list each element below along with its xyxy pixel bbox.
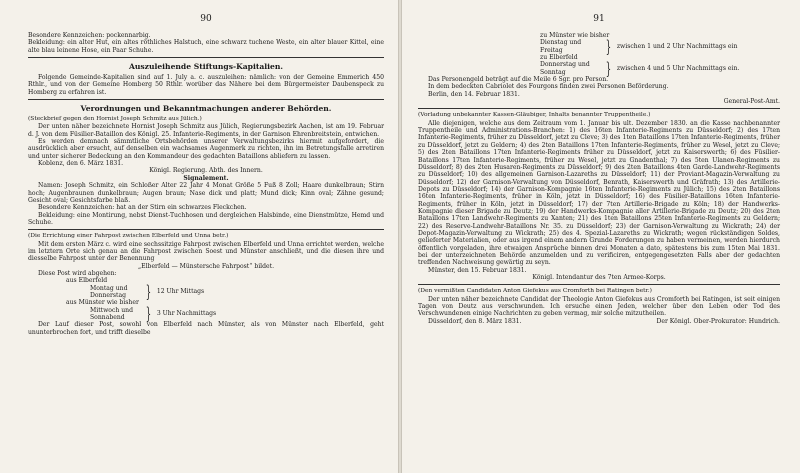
schedule-day: Montag und: [90, 284, 128, 292]
paragraph: Der unten näher bezeichnete Hornist Joseph Schmitz aus Jülich, Regierungsbezirk Aachen, ist am 19. Februar d. J. von dem Füsilier-Bataillon des Königl. 25. Infanterie-Regiments, in der Garnison Ehrenbreitstein, entwichen.: [28, 123, 384, 138]
divider: [28, 99, 384, 100]
schedule-from: zu Elberfeld: [540, 54, 578, 62]
notice-subtitle: (Die Errichtung einer Fahrpost zwischen Elberfeld und Unna betr.): [28, 233, 229, 240]
brace: }: [145, 304, 152, 324]
intro-line: Besondere Kennzeichen: pockennarbig.: [28, 32, 151, 39]
section-title: Verordnungen und Bekanntmachungen anderer Behörden.: [80, 104, 332, 114]
notice-subtitle: (Vorladung unbekannter Kassen-Gläubiger, Inhalts benannter Truppentheile.): [418, 112, 651, 119]
schedule-time: zwischen 4 und 5 Uhr Nachmittags ein.: [616, 65, 740, 73]
schedule-day: Donnerstag und: [540, 61, 590, 69]
schedule-day: Sonnabend: [90, 314, 125, 321]
page-number: 90: [200, 14, 212, 24]
paragraph: Namen: Joseph Schmitz, ein Schloßer Alter 22 Jahr 4 Monat Größe 5 Fuß 8 Zoll; Haare dunkelbraun; Stirn hoch; Augenbraunen dunkelbraun; Augen braun; Nase dick und platt; Mund dick; Kinn oval; Zähne gesund; Gesicht oval; Gesichtsfarbe blaß.: [28, 182, 384, 204]
paragraph: Der unten näher bezeichnete Candidat der Theologie Anton Giefekus aus Cromforth bei Ratingen, ist seit einigen Tagen von Deutz aus verschwunden. Ich ersuche einen Jeden, welcher über den Leben oder Tod des Verschwundenen einige Nachrichten zu geben vermag, mir solche mitzutheilen.: [418, 295, 780, 318]
quote-line: „Elberfeld — Münstersche Fahrpost“ bildet.: [137, 262, 275, 270]
date-line: Düsseldorf, den 8. März 1831.: [428, 317, 522, 325]
brace: }: [605, 36, 612, 57]
paragraph: Das Personengeld beträgt auf die Meile 6 Sgr. pro Person.: [428, 76, 609, 84]
schedule-time: 12 Uhr Mittags: [156, 288, 205, 296]
paragraph: Der Lauf dieser Post, sowohl von Elberfeld nach Münster, als von Münster nach Elberfeld, geht ununterbrochen fort, und trifft dieselbe: [28, 321, 384, 336]
schedule-block: [28, 304, 384, 324]
schedule-day: Sonntag: [540, 68, 566, 76]
date-line: Münster, den 15. Februar 1831.: [428, 266, 527, 274]
notice-subtitle: (Den vermißten Candidaten Anton Giefekus aus Cromforth bei Ratingen betr.): [418, 288, 652, 295]
divider: [418, 108, 780, 109]
paragraph: Mit dem ersten März c. wird eine sechssitzige Fahrpost zwischen Elberfeld und Unna errichtet werden, welche im letztern Orte sich genau an die Fahrpost zwischen Soest und Münster anschließt, und die diesen ihre und diesselbe Fahrpost unter der Benennung: [28, 240, 384, 263]
paragraph: In dem bedeckten Cabriolet des Fourgons finden zwei Personen Beförderung.: [428, 83, 669, 91]
divider: [418, 284, 780, 285]
schedule-day: Freitag: [540, 46, 563, 54]
authority: General-Post-Amt.: [723, 98, 780, 106]
schedule-day: Mittwoch und: [90, 306, 133, 314]
authority: Königl. Regierung. Abth. des Innern.: [149, 167, 263, 175]
divider: [28, 229, 384, 230]
brace: }: [145, 281, 152, 302]
paragraph: Diese Post wird abgehen:: [38, 269, 117, 277]
paragraph: Besondere Kennzeichen: hat an der Stirn ein schwarzes Fleckchen.: [38, 204, 247, 212]
authority: Der Königl. Ober-Prokurator: Hundrich.: [656, 317, 780, 325]
schedule-time: 3 Uhr Nachmittags: [156, 310, 217, 318]
section-title: Auszuleihende Stiftungs-Kapitalien.: [128, 62, 284, 72]
date-line: Berlin, den 14. Februar 1831.: [428, 90, 520, 98]
schedule-day: Donnerstag: [90, 291, 127, 299]
signature-row: [418, 318, 780, 325]
schedule-from: aus Elberfeld: [66, 277, 108, 285]
divider: [28, 57, 384, 58]
right-page: [402, 0, 800, 473]
date-line: Koblenz, den 6. März 1831.: [38, 160, 124, 168]
left-page: [0, 0, 398, 473]
schedule-from: aus Münster wie bisher: [66, 299, 139, 307]
brace: }: [605, 58, 612, 79]
schedule-day: Dienstag und: [540, 39, 582, 47]
schedule-block: [418, 36, 780, 57]
notice-subtitle: (Steckbrief gegen den Hornist Joseph Schmitz aus Jülich.): [28, 116, 202, 123]
schedule-from: zu Münster wie bisher: [540, 32, 610, 39]
signalement-title: Signalement.: [183, 174, 229, 182]
page-number: 91: [593, 14, 605, 24]
paragraph: Es werden demnach sämmtliche Ortsbehörden unserer Verwaltungsbezirks hiermit aufgefordert, die ausdrücklich aber ersucht, auf denselben ein wachsames Augenmerk zu richten, ihn im Betretungsfalle arretiren und unter sicherer Bedeckung an den Kommandeur des gedachten Bataillons abliefern zu lassen.: [28, 138, 384, 160]
intro-line: Bekleidung: ein alter Hut, ein altes röthliches Halstuch, eine schwarz tuchene Weste, ein alter blauer Kittel, eine alte blau leinene Hose, ein Paar Schuhe.: [28, 39, 384, 54]
paragraph: Alle diejenigen, welche aus dem Zeitraum vom 1. Januar bis ult. Dezember 1830. an die Kasse nachbenannter Truppentheile und Administrations-Branchen: 1) des 16ten Infanterie-Regiments zu Düsseldorf; 2) des 17ten Infanterie-Regiments, früher zu Düsseldorf, jetzt zu Cleve; 3) des 1ten Bataillons 17ten Infanterie-Regiments, früher zu Düsseldorf, jetzt zu Geldern; 4) des 2ten Bataillons 17ten Infanterie-Regiments, früher zu Wesel, jetzt zu Cleve; 5) des 2ten Bataillons 17ten Infanterie-Regiments früher zu Düsseldorf, jetzt zu Kaiserswerth; 6) des Füsilier-Bataillons 17ten Infanterie-Regiments, früher zu Wesel, jetzt zu Gnadenthal; 7) des 5ten Ulanen-Regiments zu Düsseldorf; 8) des 2ten Husaren-Regiments zu Düsseldorf; 9) des 2ten Bataillons 4ten Garde-Landwehr-Regiments zu Düsseldorf; 10) des allgemeinen Garnison-Lazareths zu Düsseldorf; 11) der Proviant-Magazin-Verwaltung zu Düsseldorf; 12) der Garnison-Verwaltung von Düsseldorf, Benrath, Kaiserswerth und Gräfrath; 13) des Artillerie-Depots zu Düsseldorf; 14) der Garnison-Kompagnie 16ten Infanterie-Regiments zu Jülich; 15) des 2ten Bataillons 16ten Infanterie-Regiments, früher in Köln, jetzt in Düsseldorf; 16) des Füsilier-Bataillons 16ten Infanterie-Regiments, früher in Köln, jetzt in Düsseldorf; 17) der 7ten Artillerie-Brigade zu Köln; 18) der Handwerks-Kompagnie dieser Brigade zu Deutz; 19) der Handwerks-Kompagnie aller Artillerie-Brigade zu Deutz; 20) des 2ten Bataillons 17ten Landwehr-Regiments zu Xanten; 21) des 1ten Bataillons 25ten Infanterie-Regiments zu Geldern; 22) des Reserve-Landwehr-Bataillons Nr. 35. zu Düsseldorf; 23) der Garnison-Verwaltung zu Wickrath; 24) der Depot-Magazin-Verwaltung zu Wickrath; 25) des 4. Spezial-Lazareths zu Wickrath; wegen rückständigen Soldes, gelieferter Materialien, oder aus irgend einem andern Grunde Forderungen zu haben vermeinen, werden hierdurch öffentlich vorgeladen, ihre etwaigen Ansprüche binnen drei Monaten a dato, spätestens bis zum 15ten Mai 1831. bei der unterzeichneten Behörde anzumelden und zu verificiren, entgegengesetzten Falls aber der gedachten treffenden Nachweisung gewärtig zu seyn.: [418, 119, 780, 267]
authority: Königl. Intendantur des 7ten Armee-Korps.: [532, 274, 666, 281]
paragraph: Bekleidung: eine Montirung, nebst Dienst-Tuchhosen und dergleichen Halsbinde, eine Dienstmütze, Hemd und Schuhe.: [28, 211, 384, 226]
paragraph: Folgende Gemeinde-Kapitalien sind auf 1. July a. c. auszuleihen: nämlich: von der Gemeine Emmerich 450 Rthlr., und von der Gemeine Homberg 50 Rthlr. worüber das Nähere bei dem Bürgermeister Daubenspeck zu Homberg zu erfahren ist.: [28, 74, 384, 96]
schedule-time: zwischen 1 und 2 Uhr Nachmittags ein: [616, 43, 738, 51]
